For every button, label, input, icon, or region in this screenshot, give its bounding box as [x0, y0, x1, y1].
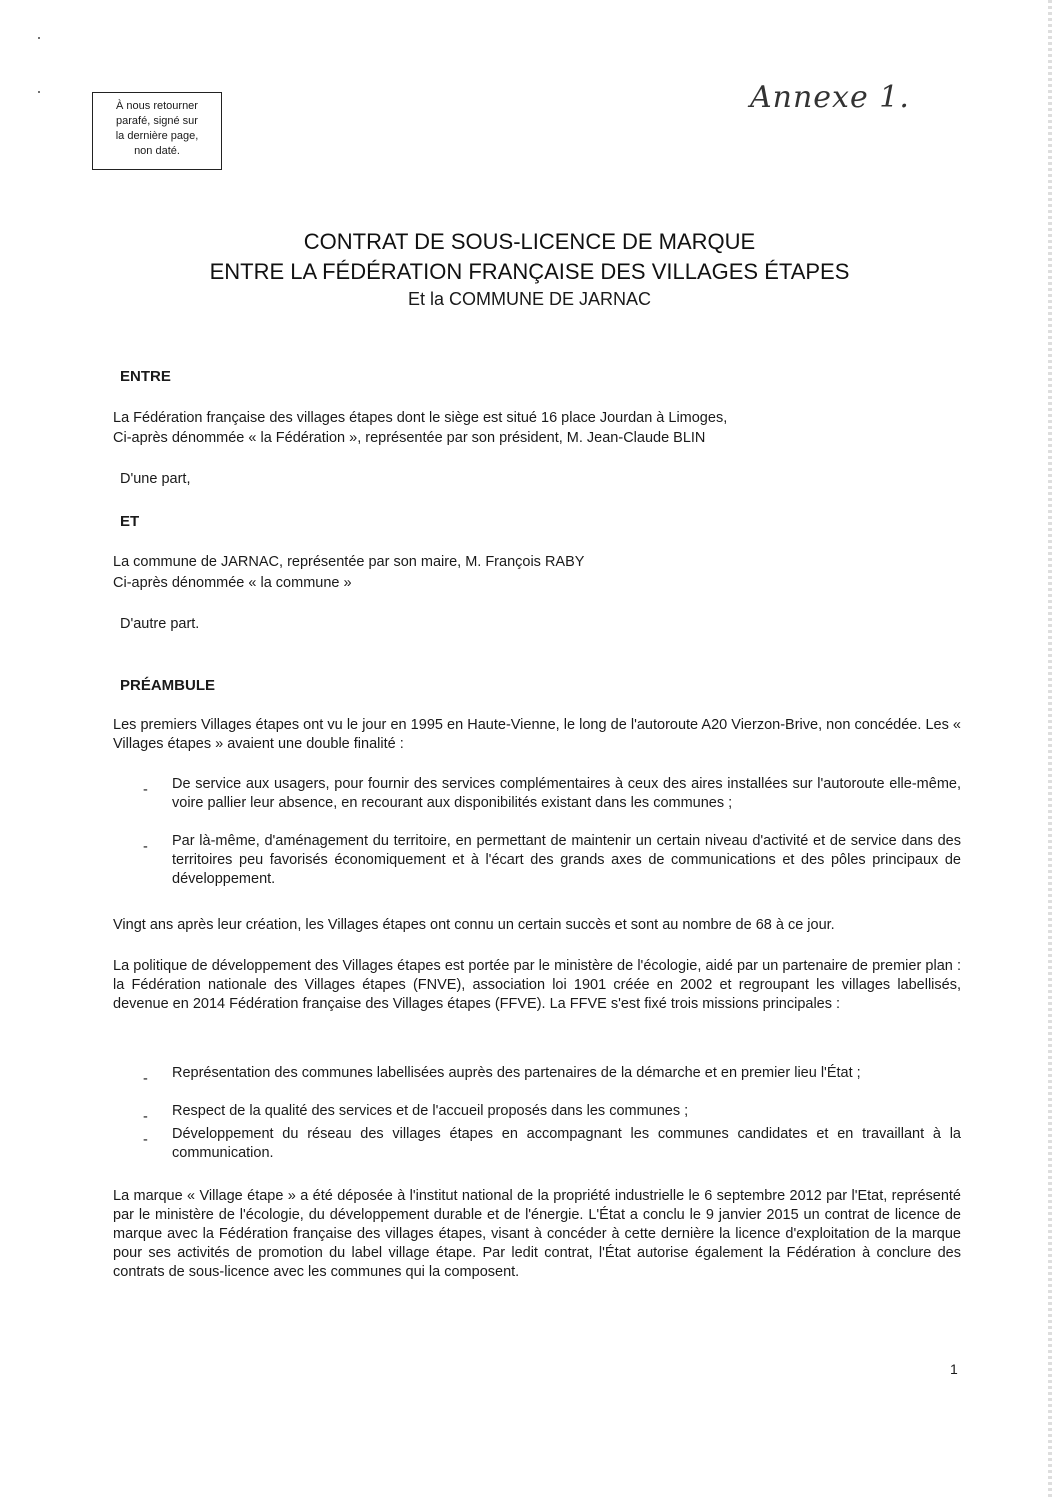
preambule-heading: PRÉAMBULE: [120, 677, 216, 694]
bullet-dash: -: [143, 782, 148, 798]
federation-line-2: Ci-après dénommée « la Fédération », représentée par son président, M. Jean-Claude BLIN: [113, 430, 706, 446]
title-line-1: CONTRAT DE SOUS-LICENCE DE MARQUE: [303, 229, 756, 254]
dautre-part: D'autre part.: [120, 616, 200, 632]
et-heading: ET: [120, 513, 140, 530]
federation-line-1: La Fédération française des villages étapes dont le siège est situé 16 place Jourdan à Limoges,: [113, 410, 728, 426]
instruction-stamp-box: [92, 92, 222, 170]
finalite-item: De service aux usagers, pour fournir des services complémentaires à ceux des aires installées sur l'autoroute elle-même, voire pallier leur absence, en recourant aux disponibilités existant dans les communes ;: [172, 776, 961, 811]
dune-part: D'une part,: [120, 471, 191, 487]
bullet-dash: -: [143, 839, 148, 855]
mission-item: Développement du réseau des villages étapes en accompagnant les communes candidates et en travaillant à la communication.: [172, 1126, 961, 1161]
scan-edge: [1048, 0, 1052, 1497]
commune-line-2: Ci-après dénommée « la commune »: [113, 575, 352, 591]
page-number: 1: [950, 1361, 958, 1377]
preambule-intro: Les premiers Villages étapes ont vu le jour en 1995 en Haute-Vienne, le long de l'autoroute A20 Vierzon-Brive, non concédée. Les « Villages étapes » avaient une double finalité :: [113, 717, 961, 752]
title-line-2: ENTRE LA FÉDÉRATION FRANÇAISE DES VILLAGES ÉTAPES: [209, 259, 850, 284]
bullet-dash: -: [143, 1071, 148, 1087]
bullet-dash: -: [143, 1109, 148, 1125]
politique-paragraph: La politique de développement des Villages étapes est portée par le ministère de l'écologie, aidé par un partenaire de premier plan : la Fédération nationale des Villages étapes (FNVE), association loi 1901 créée en 2002 et regroupant les villages labellisés, devenue en 2014 Fédération française des Villages étapes (FFVE). La FFVE s'est fixé trois missions principales :: [113, 958, 961, 1012]
stamp-line: non daté.: [134, 145, 180, 157]
mission-item: Représentation des communes labellisées auprès des partenaires de la démarche et en premier lieu l'État ;: [172, 1065, 861, 1081]
stamp-line: À nous retourner: [116, 100, 198, 112]
stamp-line: parafé, signé sur: [116, 115, 198, 127]
document-subtitle: Et la COMMUNE DE JARNAC: [407, 289, 652, 309]
handwritten-annexe-label: Annexe 1.: [750, 80, 910, 115]
marque-paragraph: La marque « Village étape » a été déposée à l'institut national de la propriété industrielle le 6 septembre 2012 par l'Etat, représenté par le ministère de l'écologie, du développement durable et de l'énergie. L'État a conclu le 9 janvier 2015 un contrat de licence de marque avec la Fédération française des villages étapes, visant à concéder à cette dernière la licence d'exploitation de la marque pour ses activités de promotion du label village étape. Par ledit contrat, l'État autorise également la Fédération à conclure des contrats de sous-licence avec les communes qui la composent.: [113, 1188, 961, 1280]
scan-speck: [38, 91, 40, 93]
vingt-ans-paragraph: Vingt ans après leur création, les Villages étapes ont connu un certain succès et sont au nombre de 68 à ce jour.: [113, 917, 835, 933]
bullet-dash: -: [143, 1132, 148, 1148]
stamp-line: la dernière page,: [115, 130, 199, 142]
entre-heading: ENTRE: [120, 368, 171, 385]
commune-line-1: La commune de JARNAC, représentée par son maire, M. François RABY: [113, 554, 585, 570]
mission-item: Respect de la qualité des services et de l'accueil proposés dans les communes ;: [172, 1103, 689, 1119]
scan-speck: [38, 37, 40, 39]
finalite-item: Par là-même, d'aménagement du territoire, en permettant de maintenir un certain niveau d'activité et de service dans des territoires peu favorisés économiquement et à l'écart des grands axes de communications et des pôles principaux de développement.: [172, 833, 961, 887]
